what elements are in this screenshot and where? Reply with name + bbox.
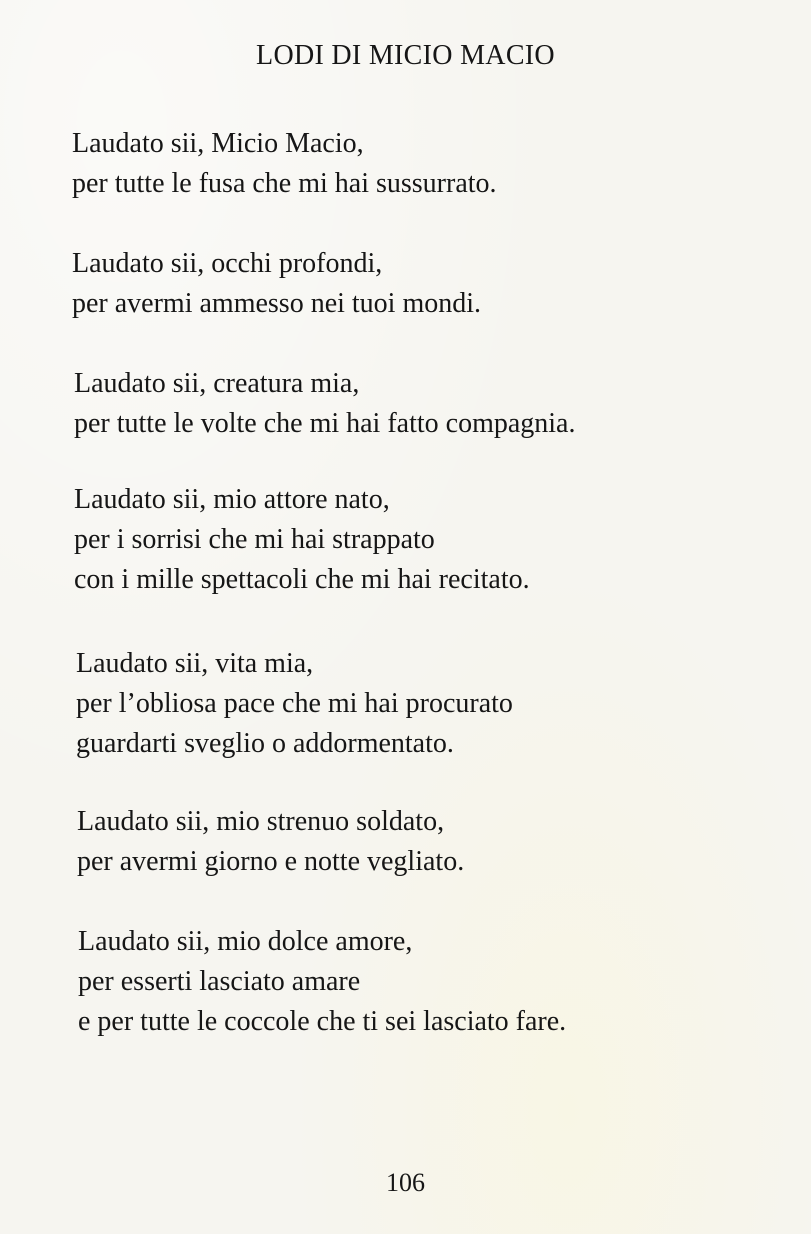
poem-line: per l’obliosa pace che mi hai procurato xyxy=(76,688,513,719)
poem-line: per i sorrisi che mi hai strappato xyxy=(74,524,435,555)
poem-line: per tutte le fusa che mi hai sussurrato. xyxy=(72,168,497,199)
poem-line: Laudato sii, creatura mia, xyxy=(74,368,360,399)
poem-line: per avermi giorno e notte vegliato. xyxy=(77,846,465,877)
poem-title: LODI DI MICIO MACIO xyxy=(256,40,555,71)
poem-line: e per tutte le coccole che ti sei lasciato fare. xyxy=(78,1006,567,1037)
poem-line: per avermi ammesso nei tuoi mondi. xyxy=(72,288,482,319)
stanza-2 xyxy=(72,244,481,324)
poem-line: guardarti sveglio o addormentato. xyxy=(76,728,454,759)
page-number: 106 xyxy=(386,1168,425,1197)
poem-line: Laudato sii, mio dolce amore, xyxy=(78,926,413,957)
poem-line: Laudato sii, Micio Macio, xyxy=(72,128,364,159)
poem-line: Laudato sii, mio attore nato, xyxy=(74,484,390,515)
stanza-1 xyxy=(72,124,497,204)
stanza-5 xyxy=(76,644,513,764)
poem-line: Laudato sii, occhi profondi, xyxy=(72,248,383,279)
stanza-6 xyxy=(77,802,464,882)
stanza-3 xyxy=(74,364,575,444)
stanza-7 xyxy=(78,922,566,1042)
poem-line: con i mille spettacoli che mi hai recitato. xyxy=(74,564,530,595)
poem-line: Laudato sii, mio strenuo soldato, xyxy=(77,806,445,837)
poem-line: Laudato sii, vita mia, xyxy=(76,648,314,679)
poem-line: per esserti lasciato amare xyxy=(78,966,361,997)
poem-line: per tutte le volte che mi hai fatto compagnia. xyxy=(74,408,576,439)
stanza-4 xyxy=(74,480,530,600)
